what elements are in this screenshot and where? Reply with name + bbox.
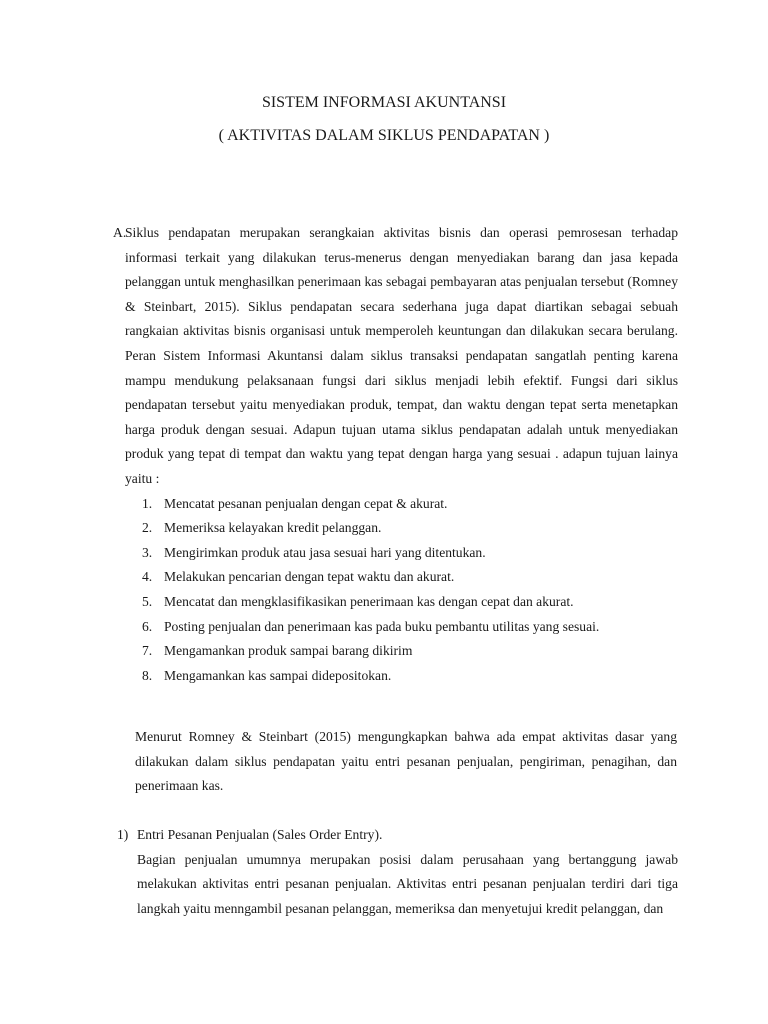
goals-list <box>113 492 678 689</box>
list-item-number: 2. <box>142 520 153 536</box>
list-item-text: Mengirimkan produk atau jasa sesuai hari yang ditentukan. <box>164 544 486 560</box>
list-item-number: 5. <box>142 593 153 609</box>
list-item <box>113 639 678 664</box>
list-item <box>113 615 678 640</box>
subsection-heading: Entri Pesanan Penjualan (Sales Order Entry). <box>137 827 383 842</box>
list-item-text: Mencatat dan mengklasifikasikan penerimaan kas dengan cepat dan akurat. <box>164 593 574 609</box>
section-a <box>113 221 678 688</box>
list-item-text: Mengamankan kas sampai didepositokan. <box>164 667 392 683</box>
list-item <box>113 664 678 689</box>
list-item-number: 6. <box>142 618 153 634</box>
list-item-number: 7. <box>142 643 153 659</box>
list-item-text: Melakukan pencarian dengan tepat waktu dan akurat. <box>164 569 455 585</box>
activities-paragraph: Menurut Romney & Steinbart (2015) mengungkapkan bahwa ada empat aktivitas dasar yang dilakukan dalam siklus pendapatan yaitu entri pesanan penjualan, pengiriman, penagihan, dan penerimaan kas. <box>135 729 677 794</box>
section-a-label: A. <box>113 225 127 240</box>
list-item <box>113 565 678 590</box>
subsection-body: Bagian penjualan umumnya merupakan posisi dalam perusahaan yang bertanggung jawab melakukan aktivitas entri pesanan penjualan. Aktivitas entri pesanan penjualan terdiri dari tiga langkah yaitu menngambil pesanan pelanggan, memeriksa dan menyetujui kredit pelanggan, dan <box>137 851 678 916</box>
list-item-number: 3. <box>142 544 153 560</box>
section-a-paragraph: Siklus pendapatan merupakan serangkaian aktivitas bisnis dan operasi pemrosesan terhadap informasi terkait yang dilakukan terus-menerus dengan menyediakan barang dan jasa kepada pelanggan untuk menghasilkan penerimaan kas sebagai pembayaran atas penjualan tersebut (Romney & Steinbart, 2015). Siklus pendapatan secara sederhana juga dapat diartikan sebagai sebuah rangkaian aktivitas bisnis organisasi untuk memperoleh keuntungan dan dilakukan secara berulang. Peran Sistem Informasi Akuntansi dalam siklus transaksi pendapatan sangatlah penting karena mampu mendukung pelaksanaan fungsi dari siklus menjadi lebih efektif. Fungsi dari siklus pendapatan tersebut yaitu menyediakan produk, tempat, dan waktu dengan tepat serta menetapkan harga produk dengan sesuai. Adapun tujuan utama siklus pendapatan adalah untuk menyediakan produk yang tepat di tempat dan waktu yang tepat dengan harga yang sesuai . adapun tujuan lainya yaitu : <box>125 225 678 486</box>
list-item-number: 4. <box>142 569 153 585</box>
list-item <box>113 541 678 566</box>
list-item-number: 1. <box>142 495 153 511</box>
document-title: SISTEM INFORMASI AKUNTANSI <box>261 94 507 111</box>
list-item <box>113 590 678 615</box>
list-item-text: Memeriksa kelayakan kredit pelanggan. <box>164 520 382 536</box>
list-item-text: Mencatat pesanan penjualan dengan cepat & akurat. <box>164 495 448 511</box>
subsection-number: 1) <box>117 827 129 842</box>
list-item-number: 8. <box>142 667 153 683</box>
list-item <box>113 516 678 541</box>
document-subtitle: ( AKTIVITAS DALAM SIKLUS PENDAPATAN ) <box>218 127 550 144</box>
list-item <box>113 492 678 517</box>
subsection-sales-order-entry <box>117 823 678 921</box>
list-item-text: Mengamankan produk sampai barang dikirim <box>164 643 413 659</box>
list-item-text: Posting penjualan dan penerimaan kas pada buku pembantu utilitas yang sesuai. <box>164 618 600 634</box>
